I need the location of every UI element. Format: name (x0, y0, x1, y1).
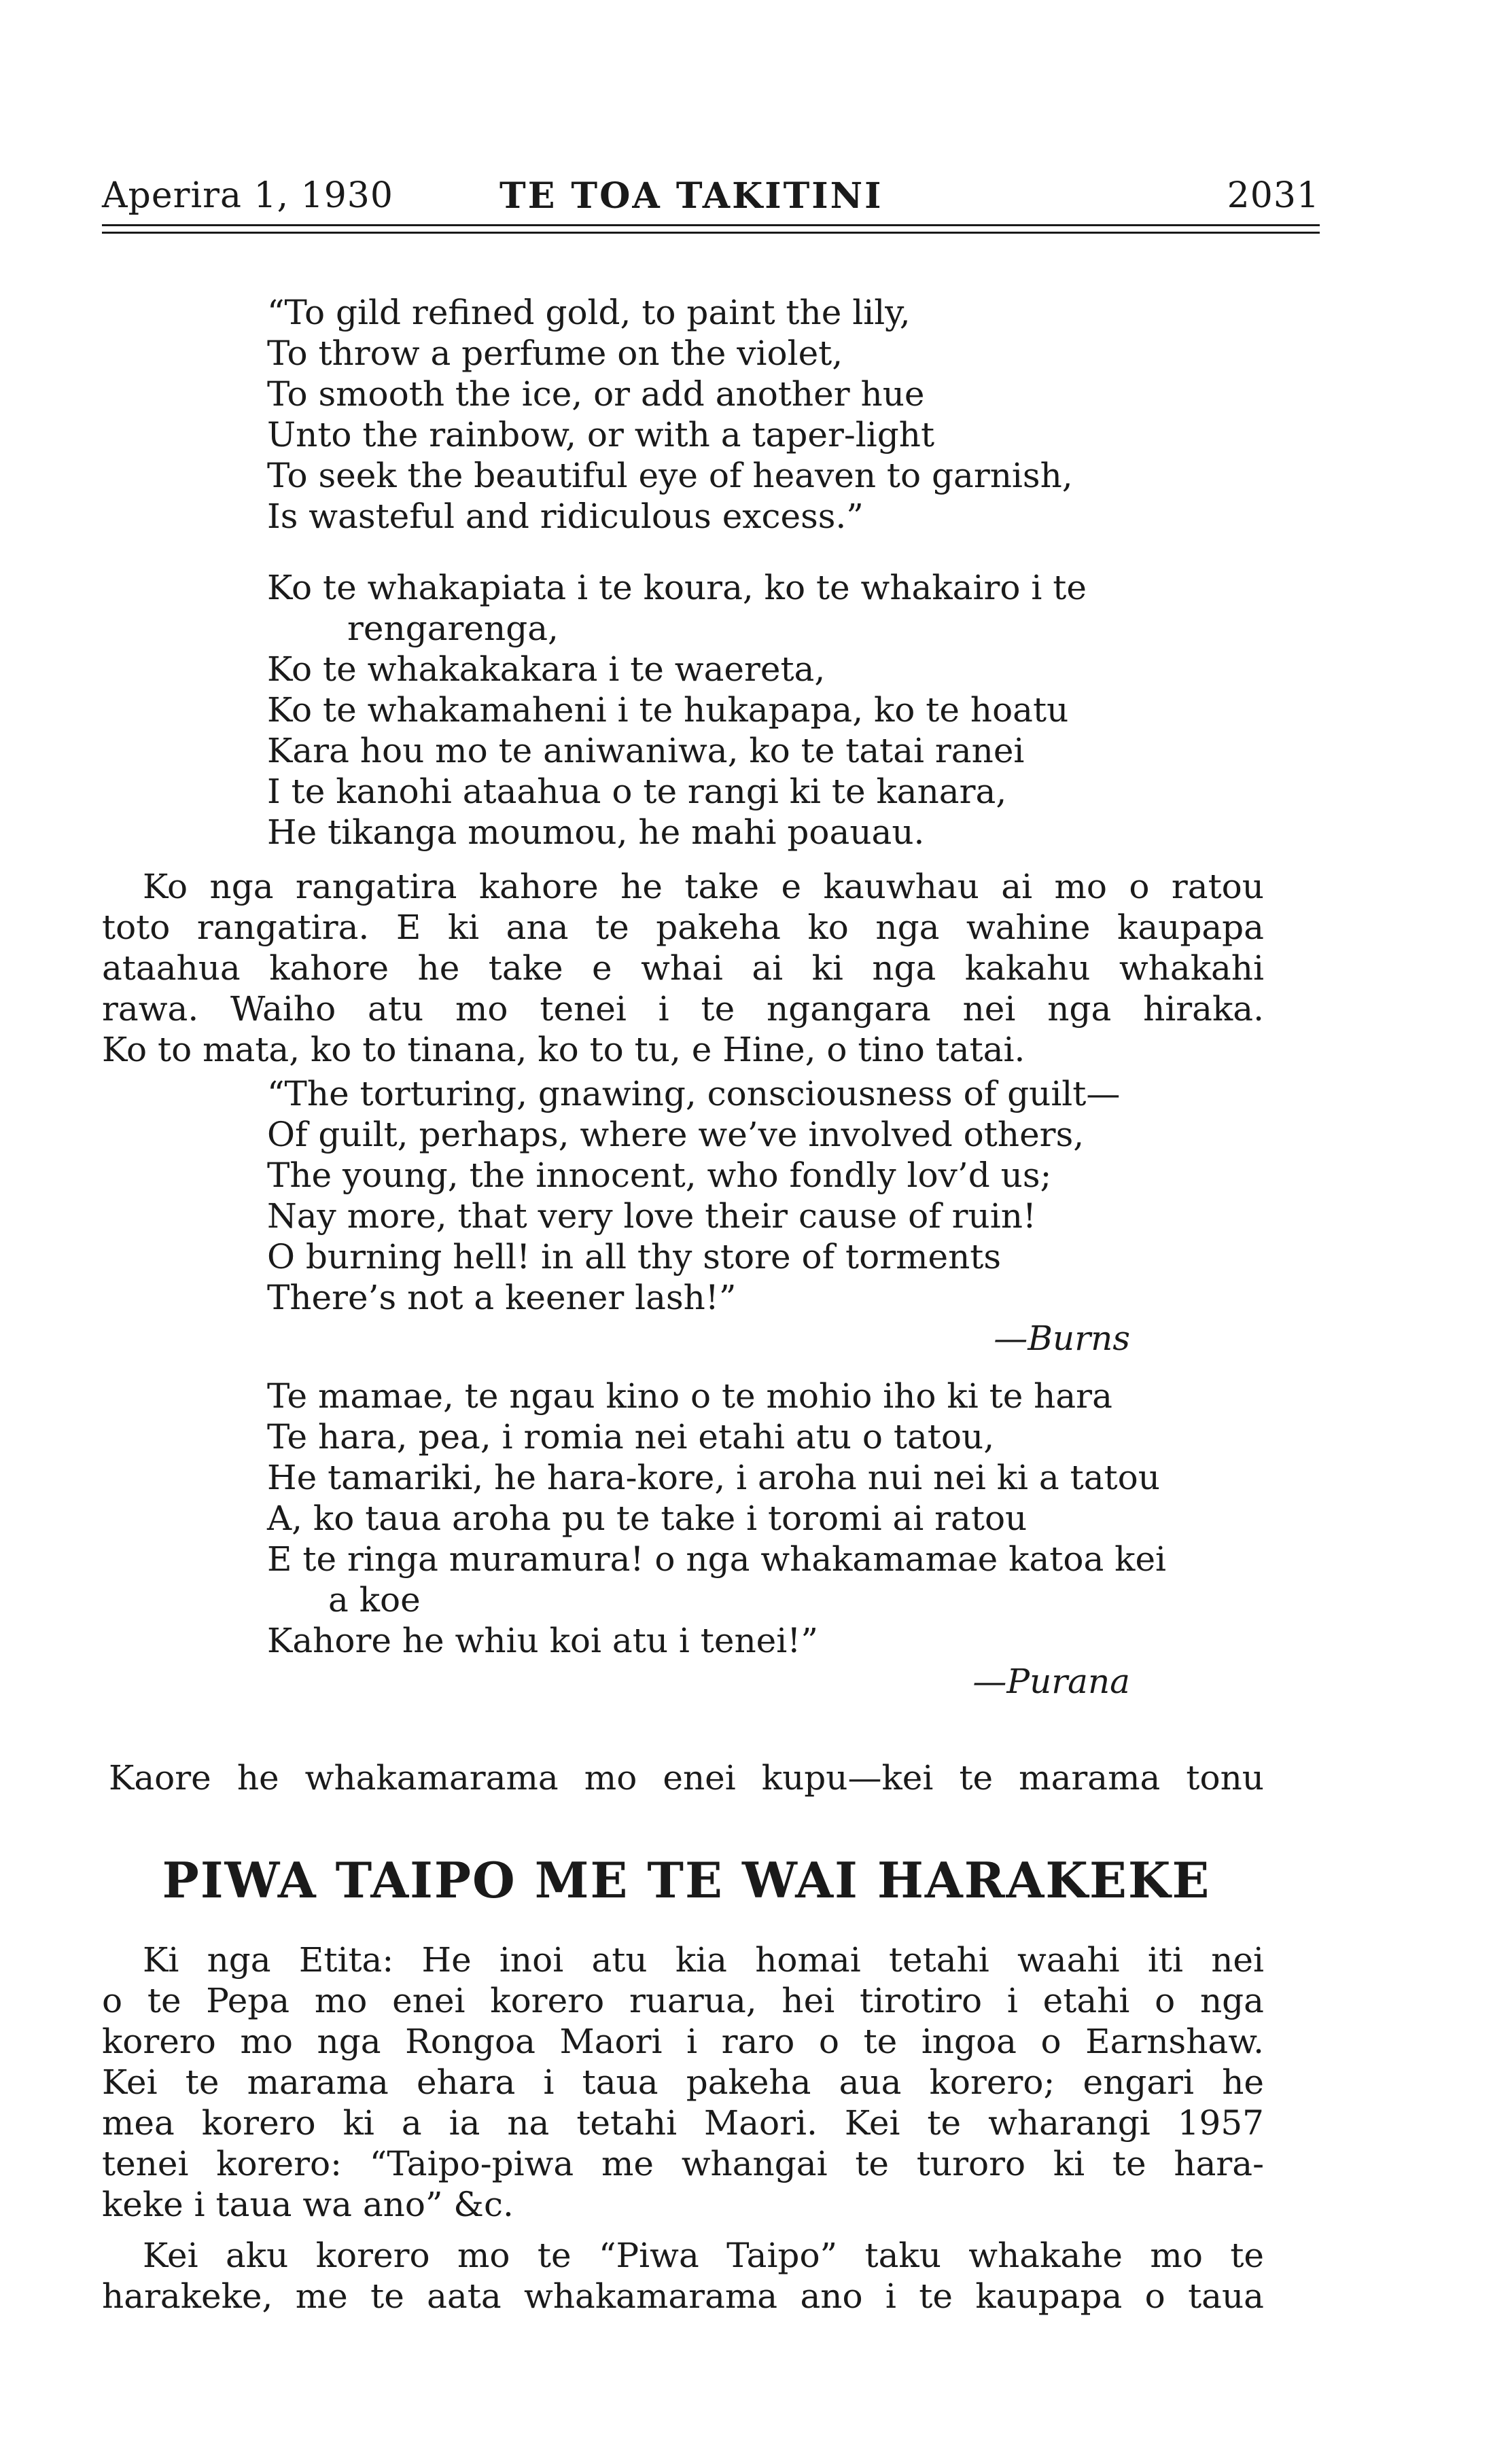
paragraph-line: Kei te marama ehara i taua pakeha aua korero; engari he (102, 2063, 1264, 2102)
verse-line: Ko te whakapiata i te koura, ko te whakairo i te (267, 568, 1087, 607)
verse-line: He tamariki, he hara-kore, i aroha nui nei ki a tatou (267, 1458, 1160, 1497)
paragraph-line: harakeke, me te aata whakamarama ano i te kaupapa o taua (102, 2276, 1264, 2316)
verse-line: Unto the rainbow, or with a taper-light (267, 415, 935, 454)
paragraph-line: o te Pepa mo enei korero ruarua, hei tirotiro i etahi o nga (102, 1981, 1264, 2020)
verse-line: The young, the innocent, who fondly lov’d us; (267, 1156, 1052, 1195)
paragraph-line: toto rangatira. E ki ana te pakeha ko nga wahine kaupapa (102, 908, 1264, 947)
verse-line: E te ringa muramura! o nga whakamamae katoa kei (267, 1539, 1167, 1579)
verse-line: Ko te whakamaheni i te hukapapa, ko te hoatu (267, 690, 1069, 730)
article-heading: PIWA TAIPO ME TE WAI HARAKEKE (162, 1851, 1211, 1909)
verse-line: Te mamae, te ngau kino o te mohio iho ki te hara (267, 1376, 1112, 1416)
paragraph-3 (102, 2235, 1264, 2317)
paragraph-line: Ko nga rangatira kahore he take e kauwhau ai mo o ratou (143, 867, 1264, 906)
page-number: 2031 (1227, 175, 1320, 216)
verse-line: “The torturing, gnawing, consciousness of guilt— (267, 1074, 1121, 1113)
verse-line: There’s not a keener lash!” (267, 1278, 737, 1317)
verse-line: O burning hell! in all thy store of torments (267, 1237, 1002, 1276)
verse-line: rengarenga, (347, 609, 559, 648)
verse-line: Of guilt, perhaps, where we’ve involved others, (267, 1115, 1085, 1154)
verse-line: Ko te whakakakara i te waereta, (267, 649, 826, 689)
verse-line: To seek the beautiful eye of heaven to garnish, (267, 456, 1073, 495)
header-rule-double (102, 232, 1320, 234)
paragraph-line: Ki nga Etita: He inoi atu kia homai tetahi waahi iti nei (143, 1940, 1264, 1980)
verse-line: Te hara, pea, i romia nei etahi atu o tatou, (267, 1417, 995, 1457)
verse-line: Is wasteful and ridiculous excess.” (267, 497, 864, 536)
verse-line: To smooth the ice, or add another hue (267, 374, 925, 414)
paragraph-line: tenei korero: “Taipo-piwa me whangai te turoro ki te hara- (102, 2144, 1264, 2183)
paragraph-line: rawa. Waiho atu mo tenei i te ngangara nei nga hiraka. (102, 989, 1264, 1029)
verse-line: I te kanohi ataahua o te rangi ki te kanara, (267, 772, 1007, 811)
paragraph-line: mea korero ki a ia na tetahi Maori. Kei te wharangi 1957 (102, 2103, 1264, 2143)
verse-line: He tikanga moumou, he mahi poauau. (267, 813, 925, 852)
verse-english-2 (267, 1073, 1130, 1359)
attribution-burns: —Burns (994, 1319, 1130, 1358)
verse-line: Kara hou mo te aniwaniwa, ko te tatai ranei (267, 731, 1025, 770)
verse-line: “To gild refined gold, to paint the lily, (267, 293, 911, 332)
verse-maori-2 (267, 1376, 1266, 1702)
verse-line: a koe (328, 1580, 421, 1620)
attribution-purana: —Purana (972, 1662, 1130, 1701)
verse-maori-1 (267, 567, 1087, 853)
header-date: Aperira 1, 1930 (102, 175, 393, 216)
paragraph-line: keke i taua wa ano” &c. (102, 2185, 514, 2224)
paragraph-line: Kei aku korero mo te “Piwa Taipo” taku whakahe mo te (143, 2236, 1264, 2275)
paragraph-1 (102, 866, 1264, 1070)
verse-line: A, ko taua aroha pu te take i toromi ai ratou (267, 1499, 1028, 1538)
closing-line: Kaore he whakamarama mo enei kupu—kei te marama tonu (109, 1758, 1264, 1798)
paragraph-line: Ko to mata, ko to tinana, ko to tu, e Hine, o tino tatai. (102, 1030, 1025, 1069)
verse-line: To throw a perfume on the violet, (267, 334, 843, 373)
paragraph-line: korero mo nga Rongoa Maori i raro o te ingoa o Earnshaw. (102, 2022, 1264, 2061)
paragraph-2 (102, 1940, 1264, 2225)
verse-english-1 (267, 292, 1073, 537)
verse-line: Nay more, that very love their cause of ruin! (267, 1196, 1037, 1236)
verse-line: Kahore he whiu koi atu i tenei!” (267, 1621, 818, 1660)
header-rule (102, 224, 1320, 226)
header-title: TE TOA TAKITINI (499, 175, 883, 217)
paragraph-line: ataahua kahore he take e whai ai ki nga kakahu whakahi (102, 948, 1264, 988)
